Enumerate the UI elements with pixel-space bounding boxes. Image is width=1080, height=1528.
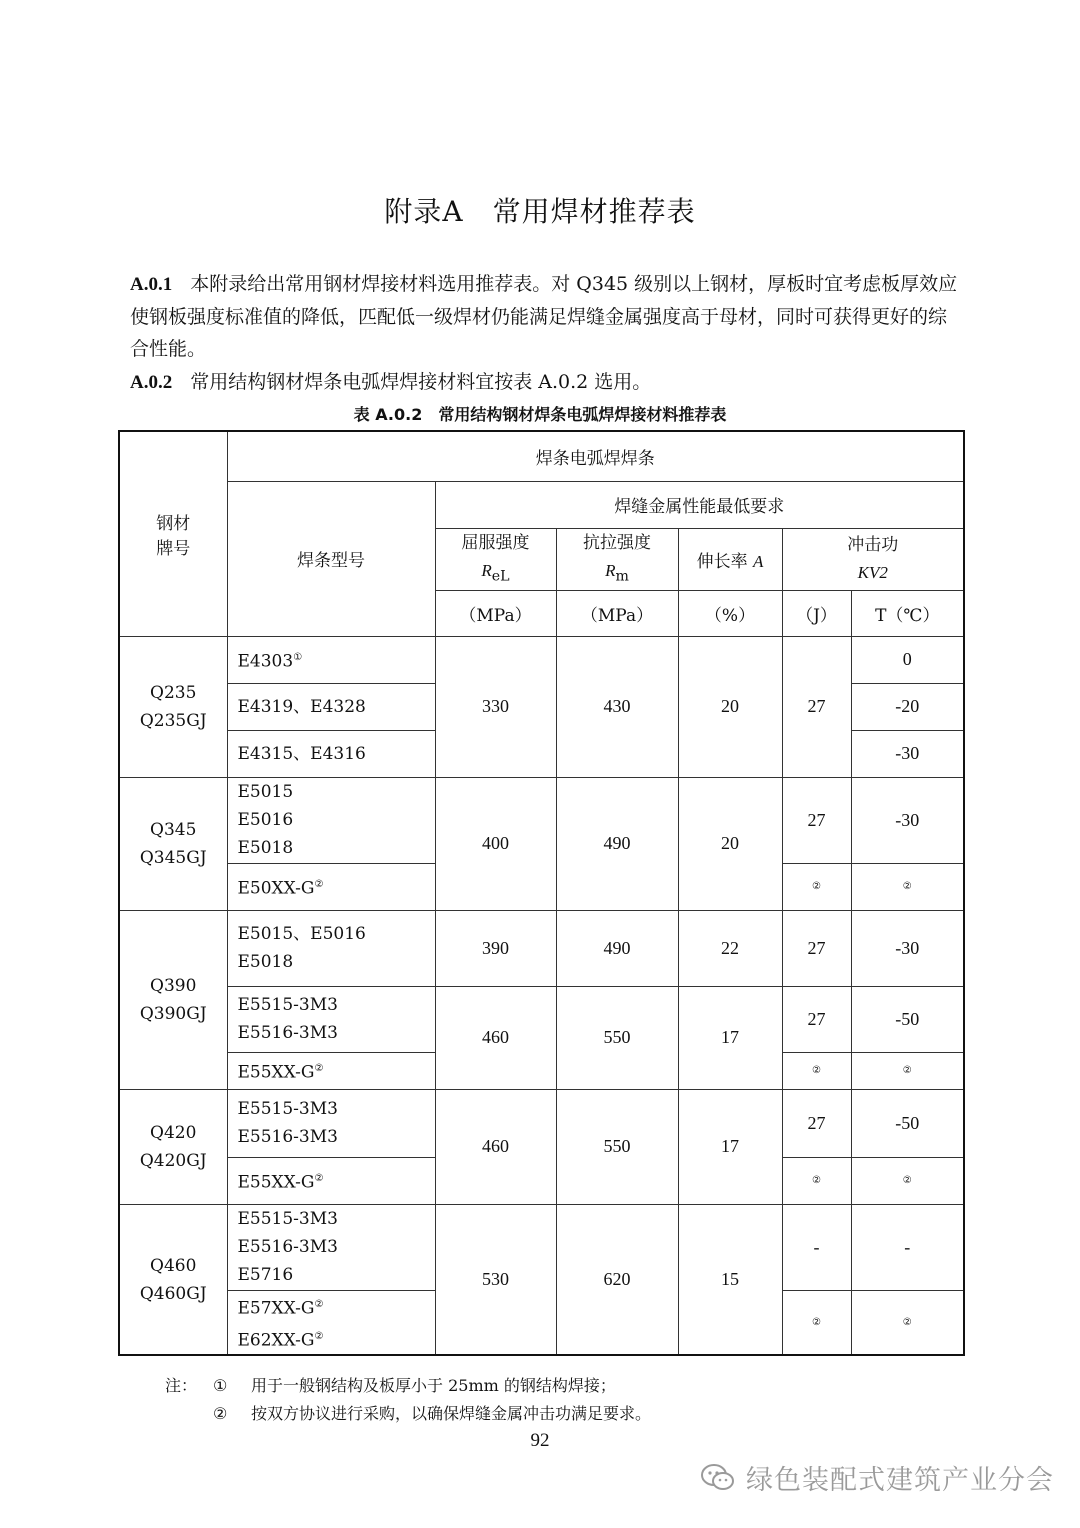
unit-tensile: （MPa） — [556, 590, 678, 636]
impact-value: ② — [782, 1052, 851, 1089]
yield-value: 400 — [435, 777, 556, 910]
page-title: 附录A 常用焊材推荐表 — [384, 195, 696, 228]
electrode-type: E5015、E5016 E5018 — [227, 910, 435, 986]
elongation-value: 17 — [678, 1089, 782, 1204]
impact-value: 27 — [782, 777, 851, 863]
electrode-type: E4319、E4328 — [227, 683, 435, 730]
temperature-value: ② — [851, 1290, 964, 1355]
yield-value: 460 — [435, 986, 556, 1089]
impact-value: 27 — [782, 986, 851, 1052]
yield-value: 390 — [435, 910, 556, 986]
electrode-type: E4303① — [227, 636, 435, 683]
tensile-value: 550 — [556, 986, 678, 1089]
temperature-value: ② — [851, 1052, 964, 1089]
table-notes — [165, 1372, 651, 1428]
table-row — [119, 1204, 964, 1290]
header-electrode-type: 焊条型号 — [227, 481, 435, 636]
unit-temperature: T（℃） — [851, 590, 964, 636]
clause-number: A.0.2 — [130, 372, 173, 393]
table-row — [119, 1089, 964, 1157]
elongation-value: 17 — [678, 986, 782, 1089]
paragraph-a02 — [130, 366, 960, 399]
note-item — [165, 1400, 651, 1428]
yield-value: 530 — [435, 1204, 556, 1355]
steel-grade: Q460 Q460GJ — [119, 1204, 227, 1355]
steel-grade: Q235 Q235GJ — [119, 636, 227, 777]
steel-grade: Q420 Q420GJ — [119, 1089, 227, 1204]
note-item — [165, 1372, 651, 1400]
electrode-type: E55XX-G② — [227, 1052, 435, 1089]
temperature-value: -30 — [851, 777, 964, 863]
note-marker: ② — [213, 1404, 228, 1423]
watermark-text: 绿色装配式建筑产业分会 — [746, 1465, 1054, 1496]
impact-value: ② — [782, 863, 851, 910]
electrode-type: E4315、E4316 — [227, 730, 435, 777]
electrode-type: E55XX-G② — [227, 1157, 435, 1204]
unit-elongation: （%） — [678, 590, 782, 636]
unit-yield: （MPa） — [435, 590, 556, 636]
clause-text: 常用结构钢材焊条电弧焊焊接材料宜按表 A.0.2 选用。 — [190, 371, 652, 393]
clause-number: A.0.1 — [130, 274, 173, 295]
table-row — [119, 986, 964, 1052]
tensile-value: 620 — [556, 1204, 678, 1355]
impact-value: 27 — [782, 1089, 851, 1157]
header-tensile-strength: 抗拉强度 $R_m$ — [556, 528, 678, 590]
tensile-value: 490 — [556, 777, 678, 910]
clause-text: 本附录给出常用钢材焊接材料选用推荐表。对 Q345 级别以上钢材，厚板时宜考虑板厚效应使钢板强度标准值的降低，匹配低一级焊材仍能满足焊缝金属强度高于母材，同时可获得更好的综合性能。 — [130, 273, 958, 360]
tensile-value: 430 — [556, 636, 678, 777]
elongation-value: 20 — [678, 777, 782, 910]
watermark — [700, 1458, 1054, 1497]
impact-value: 27 — [782, 910, 851, 986]
header-impact-energy: 冲击功 KV2 — [782, 528, 964, 590]
header-yield-strength: 屈服强度 $R_{eL}$ — [435, 528, 556, 590]
page-number: 92 — [530, 1430, 550, 1451]
tensile-value: 550 — [556, 1089, 678, 1204]
tensile-value: 490 — [556, 910, 678, 986]
elongation-value: 20 — [678, 636, 782, 777]
electrode-type: E5015 E5016 E5018 — [227, 777, 435, 863]
electrode-type: E5515-3M3 E5516-3M3 E5716 — [227, 1204, 435, 1290]
header-electrode-group: 焊条电弧焊焊条 — [227, 431, 964, 481]
temperature-value: 0 — [851, 636, 964, 683]
temperature-value: -50 — [851, 986, 964, 1052]
impact-value: ② — [782, 1290, 851, 1355]
electrode-type: E50XX-G② — [227, 863, 435, 910]
steel-grade: Q390 Q390GJ — [119, 910, 227, 1089]
notes-label: 注： — [165, 1376, 198, 1395]
header-row — [119, 481, 964, 528]
electrode-type: E5515-3M3 E5516-3M3 — [227, 986, 435, 1052]
table-row — [119, 636, 964, 683]
steel-grade: Q345 Q345GJ — [119, 777, 227, 910]
note-marker: ① — [213, 1376, 228, 1395]
temperature-value: - — [851, 1204, 964, 1290]
table-row — [119, 910, 964, 986]
temperature-value: -20 — [851, 683, 964, 730]
electrode-type: E57XX-G② E62XX-G② — [227, 1290, 435, 1355]
header-elongation: 伸长率 A — [678, 528, 782, 590]
table-caption: 表 A.0.2 常用结构钢材焊条电弧焊焊接材料推荐表 — [353, 405, 727, 424]
header-row — [119, 431, 964, 481]
yield-value: 460 — [435, 1089, 556, 1204]
header-steel-grade: 钢材 牌号 — [119, 431, 227, 636]
header-properties: 焊缝金属性能最低要求 — [435, 481, 964, 528]
impact-value: - — [782, 1204, 851, 1290]
yield-value: 330 — [435, 636, 556, 777]
impact-value: ② — [782, 1157, 851, 1204]
note-text: 用于一般钢结构及板厚小于 25mm 的钢结构焊接； — [251, 1376, 616, 1395]
electrode-type: E5515-3M3 E5516-3M3 — [227, 1089, 435, 1157]
note-text: 按双方协议进行采购，以确保焊缝金属冲击功满足要求。 — [251, 1404, 652, 1423]
paragraph-a01 — [130, 268, 960, 365]
impact-value: 27 — [782, 636, 851, 777]
temperature-value: -30 — [851, 910, 964, 986]
temperature-value: -30 — [851, 730, 964, 777]
temperature-value: -50 — [851, 1089, 964, 1157]
wechat-icon — [700, 1462, 736, 1494]
temperature-value: ② — [851, 863, 964, 910]
elongation-value: 15 — [678, 1204, 782, 1355]
elongation-value: 22 — [678, 910, 782, 986]
table-row — [119, 777, 964, 863]
welding-material-table — [118, 430, 965, 1356]
unit-impact-j: （J） — [782, 590, 851, 636]
temperature-value: ② — [851, 1157, 964, 1204]
